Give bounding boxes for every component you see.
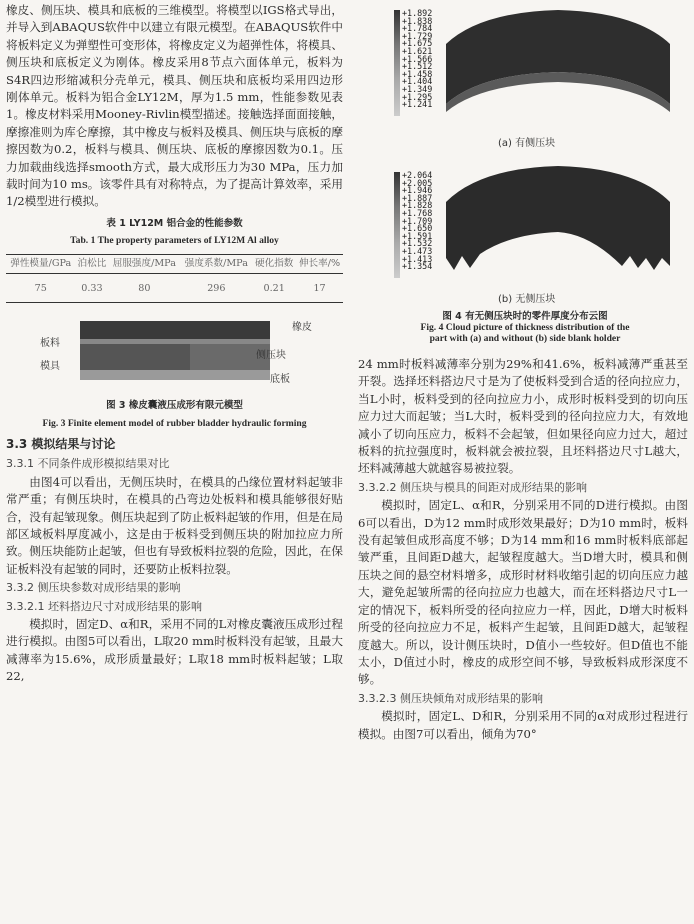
subsection-heading: 3.3.2.2 侧压块与模具的间距对成形结果的影响 — [358, 480, 587, 494]
left-column — [6, 2, 343, 686]
legend-bar-a — [394, 10, 400, 116]
subsection-heading: 3.3.2 侧压块参数对成形结果的影响 — [6, 581, 181, 595]
die-label: 模具 — [40, 361, 60, 373]
table-cell: 0.21 — [252, 273, 296, 302]
table-cell: 75 — [6, 273, 76, 302]
table-header: 屈服强度/MPa — [108, 254, 180, 273]
die-block — [80, 344, 190, 370]
table-header: 伸长率/% — [296, 254, 343, 273]
table-header: 弹性模量/GPa — [6, 254, 76, 273]
sheet-label: 板料 — [40, 338, 60, 350]
legend-a: +1.892 +1.838 +1.784 +1.729 +1.675 +1.621 +1.566 +1.512 +1.458 +1.404 +1.349 +1.295 +1.241 — [402, 8, 433, 110]
rubber-block — [80, 321, 270, 339]
base-label: 底板 — [270, 374, 290, 386]
subsection-heading: 3.3.2.1 坯料搭边尺寸对成形结果的影响 — [6, 599, 202, 613]
base-plate — [80, 370, 270, 380]
table-cell: 80 — [108, 273, 180, 302]
table-1 — [6, 215, 343, 303]
side-block-label: 侧压块 — [256, 350, 286, 362]
legend-b: +2.064 +2.005 +1.946 +1.887 +1.828 +1.768 +1.709 +1.650 +1.591 +1.532 +1.473 +1.413 +1.354 — [402, 170, 433, 272]
table-cell: 17 — [296, 273, 343, 302]
table-caption-cn: 表 1 LY12M 铝合金的性能参数 — [106, 217, 243, 229]
table-header: 强度系数/MPa — [180, 254, 252, 273]
figure-3-caption-cn: 图 3 橡皮囊液压成形有限元模型 — [106, 400, 243, 412]
subsection-heading: 3.3.2.3 侧压块倾角对成形结果的影响 — [358, 691, 543, 705]
part-model-b — [440, 158, 676, 282]
property-table — [6, 254, 343, 303]
part-model-a — [440, 4, 676, 124]
figure-4-caption-en-2: part with (a) and without (b) side blank holder — [429, 333, 621, 344]
body-paragraph: 模拟时，固定L、α和R，分别采用不同的D进行模拟。由图6可以看出，D为12 mm时成形效果最好；D为10 mm时，板料没有起皱但成形高度不够；D为14 mm和16 mm时板料底部起皱严重，且间距D越大，起皱程度越大。当D增大时，模具和侧压块之间的悬空材料增多，成形时材料收缩引起的切向压应力越大，避免起皱所需的径向拉应力也越大，而在坯料搭边尺寸L一定的情况下，板料所受的径向拉应力一样，因此，D增大时板料所受的径向拉应力不足，板料产生起皱，且间距D越大，起皱程度越大。所以，设计侧压块时，D值小一些较好。但D值也不能太小，D值过小时，橡皮的成形空间不够，导致板料成形深度不够。 — [358, 498, 688, 687]
subcaption-b: (b) 无侧压块 — [498, 294, 556, 305]
right-column — [358, 356, 688, 743]
legend-bar-b — [394, 172, 400, 278]
section-heading: 3.3 模拟结果与讨论 — [6, 436, 116, 451]
figure-4-caption — [362, 308, 688, 344]
body-paragraph: 24 mm时板料减薄率分别为29%和41.6%，板料减薄严重甚至开裂。选择坯料搭边尺寸是为了使板料受到合适的径向拉应力，当L小时，板料受到的径向拉应力小，成形时板料受到的切向压应力过大而起皱；当L大时，板料受到的径向拉应力大，有效地减小了切向压应力，板料不会起皱，但如果径向应力过大，超过板料的抗拉强度时，板料就会被拉裂，且坯料搭边尺寸L越大，坯料减薄越大就越容易被拉裂。 — [358, 357, 688, 476]
table-header: 泊松比 — [76, 254, 109, 273]
table-cell: 296 — [180, 273, 252, 302]
rubber-label: 橡皮 — [292, 322, 312, 334]
figure-4-caption-en-1: Fig. 4 Cloud picture of thickness distribution of the — [420, 322, 630, 333]
body-paragraph: 模拟时，固定D、α和R，采用不同的L对橡皮囊液压成形过程进行模拟。由图5可以看出，L取20 mm时板料没有起皱，且最大减薄率为15.6%，成形质量最好；L取18 mm时板料起皱；L取22, — [6, 616, 343, 684]
subsection-heading: 3.3.1 不同条件成形模拟结果对比 — [6, 457, 170, 471]
table-caption-en: Tab. 1 The property parameters of LY12M Al alloy — [70, 235, 279, 247]
table-header: 硬化指数 — [252, 254, 296, 273]
figure-3 — [6, 321, 343, 393]
figure-3-caption-en: Fig. 3 Finite element model of rubber bladder hydraulic forming — [42, 417, 307, 429]
body-paragraph: 模拟时，固定L、D和R，分别采用不同的α对成形过程进行模拟。由图7可以看出，倾角为70° — [358, 709, 688, 741]
table-cell: 0.33 — [76, 273, 109, 302]
figure-4-caption-cn: 图 4 有无侧压块时的零件厚度分布云图 — [442, 311, 608, 322]
subcaption-a: (a) 有侧压块 — [498, 138, 556, 149]
body-paragraph: 由图4可以看出，无侧压块时，在模具的凸缘位置材料起皱非常严重；有侧压块时，在模具的凸弯边处板料和模具能够很好贴合，没有起皱现象。侧压块起到了防止板料起皱的作用，但是在局部区域板料厚度减小，这是由于板料受到侧压块的附加拉应力所致。侧压块能防止起皱，但也有导致板料拉裂的危险，因此，在保证板料没有起皱的同时，还要防止板料拉裂。 — [6, 474, 343, 576]
intro-paragraph: 橡皮、侧压块、模具和底板的三维模型。将模型以IGS格式导出，并导入到ABAQUS软件中以建立有限元模型。在ABAQUS软件中将板料定义为弹塑性可变形体，将橡皮定义为超弹性体，将模具、侧压块和底板定义为刚体。橡皮采用8节点六面体单元，板料为S4R四边形缩减积分壳单元，模具、侧压块和底板均采用四边形刚体单元。板料为铝合金LY12M，厚为1.5 mm，性能参数见表1。橡皮材料采用Mooney-Rivlin模型描述。接触选择面面接触，摩擦准则为库仑摩擦，其中橡皮与板料及模具、侧压块与底板的摩擦因数为0.2，板料与模具、侧压块、底板的摩擦因数为0.1。压力加载曲线选择smooth方式，最大成形压力为30 MPa，压力加载时间为10 ms。该零件具有对称特点，为了提高计算效率，采用1/2模型进行模拟。 — [6, 3, 343, 209]
